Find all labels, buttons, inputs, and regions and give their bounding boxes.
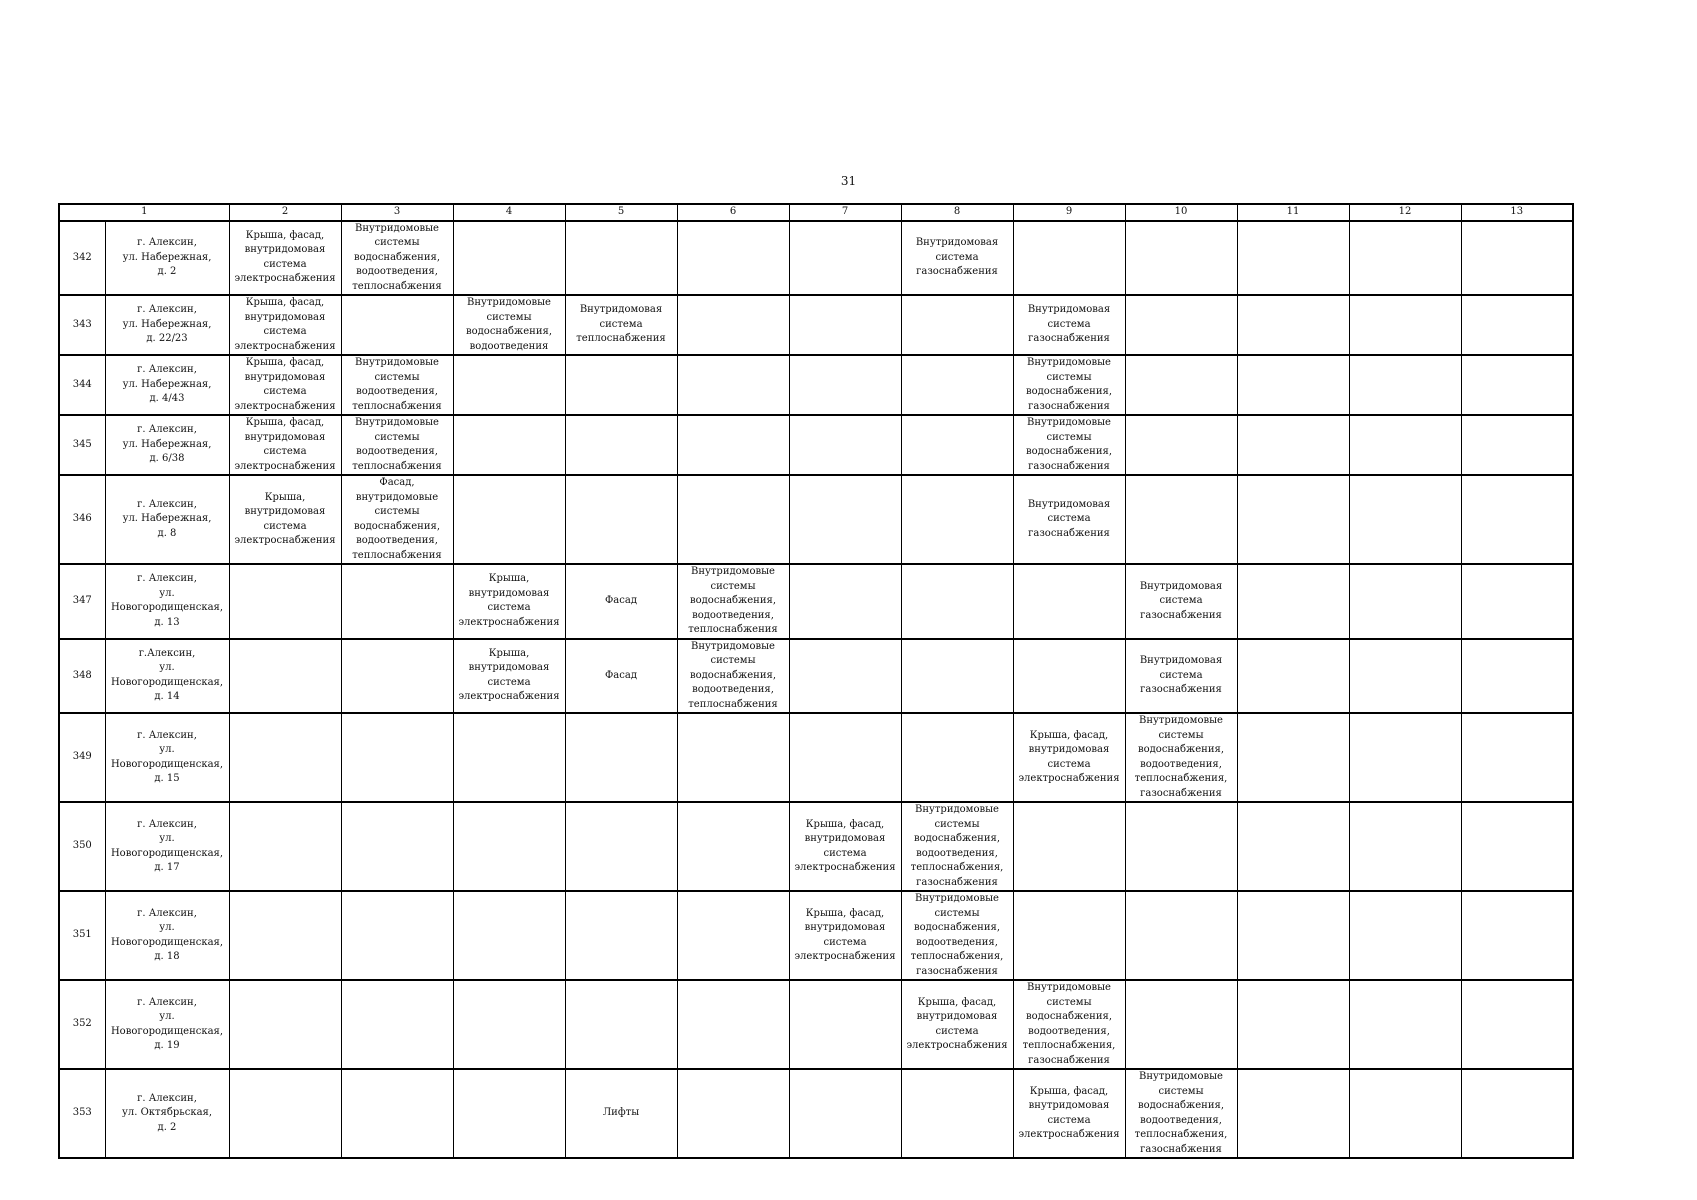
table-row [59, 639, 1573, 714]
cell-col-2 [229, 221, 341, 296]
cell-col-5 [565, 713, 677, 802]
cell-col-13 [1461, 415, 1573, 475]
cell-col-13 [1461, 802, 1573, 891]
cell-col-13 [1461, 713, 1573, 802]
cell-col-12 [1349, 415, 1461, 475]
address-text: г. Алексин, ул. Новогородищенская, д. 17 [110, 818, 224, 873]
cell-col-3 [341, 475, 453, 564]
cell-col-3 [341, 639, 453, 714]
address-text: г. Алексин, ул. Набережная, д. 4/43 [122, 364, 212, 405]
cell-col-12 [1349, 639, 1461, 714]
cell-col-7 [789, 980, 901, 1069]
work-text: Крыша, фасад, внутридомовая система электроснабжения [794, 907, 896, 962]
table-row [59, 713, 1573, 802]
cell-col-13 [1461, 639, 1573, 714]
cell-col-6 [677, 221, 789, 296]
cell-col-11 [1237, 475, 1349, 564]
address-text: г. Алексин, ул. Набережная, д. 22/23 [122, 304, 212, 345]
row-number: 344 [59, 355, 105, 415]
cell-col-12 [1349, 980, 1461, 1069]
cell-col-6 [677, 564, 789, 639]
cell-col-5 [565, 221, 677, 296]
cell-col-7 [789, 713, 901, 802]
cell-col-9 [1013, 802, 1125, 891]
address-cell [105, 802, 229, 891]
work-text: Внутридомовые системы водоотведения, теплоснабжения [352, 417, 442, 472]
cell-col-4 [453, 980, 565, 1069]
address-cell [105, 475, 229, 564]
cell-col-4 [453, 475, 565, 564]
row-number: 342 [59, 221, 105, 296]
work-text: Внутридомовая система газоснабжения [1027, 304, 1111, 345]
cell-col-6 [677, 980, 789, 1069]
cell-col-6 [677, 891, 789, 980]
cell-col-10 [1125, 639, 1237, 714]
cell-col-11 [1237, 639, 1349, 714]
address-text: г. Алексин, ул. Набережная, д. 2 [122, 237, 212, 277]
cell-col-4 [453, 802, 565, 891]
cell-col-12 [1349, 475, 1461, 564]
work-text: Крыша, внутридомовая система электроснабжения [458, 647, 560, 703]
address-text: г. Алексин, ул. Набережная, д. 6/38 [122, 424, 212, 465]
header-col-7: 7 [789, 204, 901, 221]
cell-col-7 [789, 802, 901, 891]
cell-col-5 [565, 415, 677, 475]
cell-col-4 [453, 415, 565, 475]
cell-col-5 [565, 802, 677, 891]
cell-col-7 [789, 475, 901, 564]
cell-col-5 [565, 891, 677, 980]
cell-col-12 [1349, 1069, 1461, 1158]
cell-col-3 [341, 295, 453, 355]
cell-col-6 [677, 475, 789, 564]
page-number: 31 [840, 174, 857, 188]
cell-col-11 [1237, 221, 1349, 296]
cell-col-9 [1013, 639, 1125, 714]
cell-col-4 [453, 639, 565, 714]
address-cell [105, 295, 229, 355]
address-cell [105, 713, 229, 802]
cell-col-5 [565, 980, 677, 1069]
cell-col-9 [1013, 891, 1125, 980]
row-number: 346 [59, 475, 105, 564]
row-number: 347 [59, 564, 105, 639]
cell-col-9 [1013, 295, 1125, 355]
cell-col-2 [229, 980, 341, 1069]
table-row [59, 295, 1573, 355]
work-text: Внутридомовые системы водоснабжения, водоотведения, теплоснабжения [688, 566, 778, 635]
work-text: Внутридомовые системы водоснабжения, водоотведения, теплоснабжения, газоснабжения [1134, 1071, 1228, 1155]
cell-col-6 [677, 802, 789, 891]
cell-col-7 [789, 564, 901, 639]
row-number: 350 [59, 802, 105, 891]
work-text: Фасад [605, 595, 637, 606]
work-text: Лифты [602, 1107, 640, 1119]
header-col-9: 9 [1013, 204, 1125, 221]
row-number: 343 [59, 295, 105, 355]
cell-col-9 [1013, 221, 1125, 296]
cell-col-3 [341, 980, 453, 1069]
cell-col-4 [453, 355, 565, 415]
cell-col-13 [1461, 221, 1573, 296]
cell-col-7 [789, 355, 901, 415]
header-col-5: 5 [565, 204, 677, 221]
cell-col-2 [229, 713, 341, 802]
work-text: Крыша, фасад, внутридомовая система электроснабжения [1018, 729, 1120, 784]
cell-col-6 [677, 1069, 789, 1158]
cell-col-8 [901, 475, 1013, 564]
work-text: Внутридомовая система теплоснабжения [576, 304, 666, 345]
table-row [59, 891, 1573, 980]
header-col-13: 13 [1461, 204, 1573, 221]
cell-col-11 [1237, 713, 1349, 802]
cell-col-2 [229, 639, 341, 714]
work-text: Фасад [605, 669, 637, 681]
work-text: Крыша, фасад, внутридомовая система электроснабжения [794, 818, 896, 873]
cell-col-6 [677, 415, 789, 475]
cell-col-10 [1125, 295, 1237, 355]
table-row [59, 802, 1573, 891]
header-col-1: 1 [59, 204, 229, 221]
address-text: г.Алексин, ул. Новогородищенская, д. 14 [110, 647, 224, 703]
cell-col-4 [453, 713, 565, 802]
cell-col-8 [901, 980, 1013, 1069]
cell-col-2 [229, 475, 341, 564]
cell-col-11 [1237, 1069, 1349, 1158]
address-text: г. Алексин, ул. Новогородищенская, д. 18 [110, 907, 224, 962]
cell-col-3 [341, 355, 453, 415]
cell-col-11 [1237, 415, 1349, 475]
table-row [59, 1069, 1573, 1158]
repair-schedule-table [58, 203, 1574, 1159]
cell-col-11 [1237, 802, 1349, 891]
table-row [59, 415, 1573, 475]
cell-col-3 [341, 564, 453, 639]
address-cell [105, 980, 229, 1069]
cell-col-3 [341, 891, 453, 980]
address-text: г. Алексин, ул. Новогородищенская, д. 13 [110, 573, 224, 628]
cell-col-3 [341, 415, 453, 475]
work-text: Крыша, фасад, внутридомовая система электроснабжения [234, 357, 336, 412]
cell-col-12 [1349, 295, 1461, 355]
table-row [59, 980, 1573, 1069]
cell-col-10 [1125, 891, 1237, 980]
cell-col-8 [901, 221, 1013, 296]
address-cell [105, 564, 229, 639]
cell-col-8 [901, 295, 1013, 355]
cell-col-8 [901, 355, 1013, 415]
header-col-4: 4 [453, 204, 565, 221]
cell-col-2 [229, 891, 341, 980]
work-text: Фасад, внутридомовые системы водоснабжения, водоотведения, теплоснабжения [352, 477, 442, 561]
cell-col-13 [1461, 891, 1573, 980]
work-text: Крыша, фасад, внутридомовая система электроснабжения [906, 996, 1008, 1051]
cell-col-10 [1125, 475, 1237, 564]
address-text: г. Алексин, ул. Новогородищенская, д. 15 [110, 729, 224, 784]
work-text: Внутридомовые системы водоснабжения, водоотведения, теплоснабжения, газоснабжения [910, 893, 1004, 977]
cell-col-10 [1125, 355, 1237, 415]
cell-col-8 [901, 1069, 1013, 1158]
work-text: Крыша, фасад, внутридомовая система электроснабжения [234, 417, 336, 472]
address-text: г. Алексин, ул. Новогородищенская, д. 19 [110, 996, 224, 1051]
address-cell [105, 415, 229, 475]
work-text: Внутридомовые системы водоснабжения, водоотведения, теплоснабжения, газоснабжения [910, 804, 1004, 888]
address-text: г. Алексин, ул. Набережная, д. 8 [122, 498, 212, 539]
cell-col-9 [1013, 564, 1125, 639]
cell-col-11 [1237, 295, 1349, 355]
cell-col-7 [789, 415, 901, 475]
table-row [59, 475, 1573, 564]
cell-col-8 [901, 564, 1013, 639]
cell-col-6 [677, 713, 789, 802]
cell-col-2 [229, 802, 341, 891]
table-row [59, 221, 1573, 296]
cell-col-7 [789, 295, 901, 355]
cell-col-8 [901, 639, 1013, 714]
cell-col-9 [1013, 415, 1125, 475]
cell-col-12 [1349, 564, 1461, 639]
header-col-11: 11 [1237, 204, 1349, 221]
cell-col-5 [565, 295, 677, 355]
cell-col-13 [1461, 1069, 1573, 1158]
work-text: Внутридомовая система газоснабжения [1139, 655, 1223, 695]
work-text: Крыша, фасад, внутридомовая система электроснабжения [234, 229, 336, 285]
cell-col-8 [901, 802, 1013, 891]
cell-col-10 [1125, 980, 1237, 1069]
row-number: 349 [59, 713, 105, 802]
address-cell [105, 639, 229, 714]
cell-col-5 [565, 475, 677, 564]
cell-col-2 [229, 355, 341, 415]
cell-col-3 [341, 713, 453, 802]
cell-col-13 [1461, 564, 1573, 639]
cell-col-5 [565, 1069, 677, 1158]
cell-col-10 [1125, 415, 1237, 475]
cell-col-2 [229, 295, 341, 355]
work-text: Внутридомовая система газоснабжения [915, 237, 999, 277]
cell-col-7 [789, 639, 901, 714]
cell-col-4 [453, 295, 565, 355]
row-number: 353 [59, 1069, 105, 1158]
cell-col-10 [1125, 802, 1237, 891]
cell-col-10 [1125, 564, 1237, 639]
row-number: 348 [59, 639, 105, 714]
row-number: 351 [59, 891, 105, 980]
cell-col-10 [1125, 221, 1237, 296]
cell-col-7 [789, 1069, 901, 1158]
cell-col-5 [565, 639, 677, 714]
table-row [59, 564, 1573, 639]
work-text: Внутридомовые системы водоснабжения, водоотведения [465, 297, 552, 352]
table-row [59, 355, 1573, 415]
cell-col-12 [1349, 802, 1461, 891]
work-text: Внутридомовая система газоснабжения [1027, 498, 1111, 539]
cell-col-3 [341, 221, 453, 296]
cell-col-12 [1349, 891, 1461, 980]
cell-col-2 [229, 1069, 341, 1158]
work-text: Крыша, внутридомовая система электроснабжения [234, 491, 336, 546]
cell-col-5 [565, 355, 677, 415]
header-col-8: 8 [901, 204, 1013, 221]
cell-col-5 [565, 564, 677, 639]
work-text: Внутридомовые системы водоснабжения, водоотведения, теплоснабжения, газоснабжения [1022, 982, 1116, 1066]
work-text: Внутридомовые системы водоснабжения, водоотведения, теплоснабжения, газоснабжения [1134, 715, 1228, 799]
cell-col-9 [1013, 355, 1125, 415]
cell-col-11 [1237, 564, 1349, 639]
cell-col-3 [341, 802, 453, 891]
cell-col-10 [1125, 1069, 1237, 1158]
cell-col-6 [677, 295, 789, 355]
work-text: Крыша, внутридомовая система электроснабжения [458, 573, 560, 628]
cell-col-7 [789, 891, 901, 980]
cell-col-4 [453, 564, 565, 639]
address-text: г. Алексин, ул. Октябрьская, д. 2 [121, 1092, 213, 1133]
header-col-3: 3 [341, 204, 453, 221]
cell-col-8 [901, 415, 1013, 475]
header-col-2: 2 [229, 204, 341, 221]
work-text: Внутридомовые системы водоотведения, теплоснабжения [352, 357, 442, 412]
cell-col-2 [229, 415, 341, 475]
work-text: Крыша, фасад, внутридомовая система электроснабжения [1018, 1085, 1120, 1140]
header-col-10: 10 [1125, 204, 1237, 221]
cell-col-7 [789, 221, 901, 296]
cell-col-9 [1013, 1069, 1125, 1158]
cell-col-4 [453, 891, 565, 980]
address-cell [105, 221, 229, 296]
cell-col-11 [1237, 891, 1349, 980]
cell-col-3 [341, 1069, 453, 1158]
header-col-6: 6 [677, 204, 789, 221]
cell-col-11 [1237, 980, 1349, 1069]
header-col-12: 12 [1349, 204, 1461, 221]
cell-col-9 [1013, 475, 1125, 564]
work-text: Внутридомовая система газоснабжения [1139, 580, 1223, 621]
table-header-row [59, 204, 1573, 221]
cell-col-13 [1461, 295, 1573, 355]
cell-col-13 [1461, 980, 1573, 1069]
row-number: 345 [59, 415, 105, 475]
cell-col-4 [453, 1069, 565, 1158]
cell-col-13 [1461, 355, 1573, 415]
cell-col-11 [1237, 355, 1349, 415]
cell-col-12 [1349, 355, 1461, 415]
address-cell [105, 1069, 229, 1158]
address-cell [105, 891, 229, 980]
cell-col-12 [1349, 221, 1461, 296]
work-text: Внутридомовые системы водоснабжения, газоснабжения [1025, 357, 1112, 412]
row-number: 352 [59, 980, 105, 1069]
cell-col-13 [1461, 475, 1573, 564]
cell-col-10 [1125, 713, 1237, 802]
work-text: Внутридомовые системы водоснабжения, водоотведения, теплоснабжения [688, 640, 778, 710]
cell-col-6 [677, 355, 789, 415]
work-text: Внутридомовые системы водоснабжения, водоотведения, теплоснабжения [352, 222, 442, 292]
work-text: Внутридомовые системы водоснабжения, газоснабжения [1025, 417, 1112, 472]
cell-col-4 [453, 221, 565, 296]
cell-col-2 [229, 564, 341, 639]
cell-col-8 [901, 891, 1013, 980]
address-cell [105, 355, 229, 415]
cell-col-9 [1013, 713, 1125, 802]
table-body [59, 221, 1573, 1159]
cell-col-12 [1349, 713, 1461, 802]
cell-col-6 [677, 639, 789, 714]
cell-col-9 [1013, 980, 1125, 1069]
cell-col-8 [901, 713, 1013, 802]
work-text: Крыша, фасад, внутридомовая система электроснабжения [234, 297, 336, 352]
